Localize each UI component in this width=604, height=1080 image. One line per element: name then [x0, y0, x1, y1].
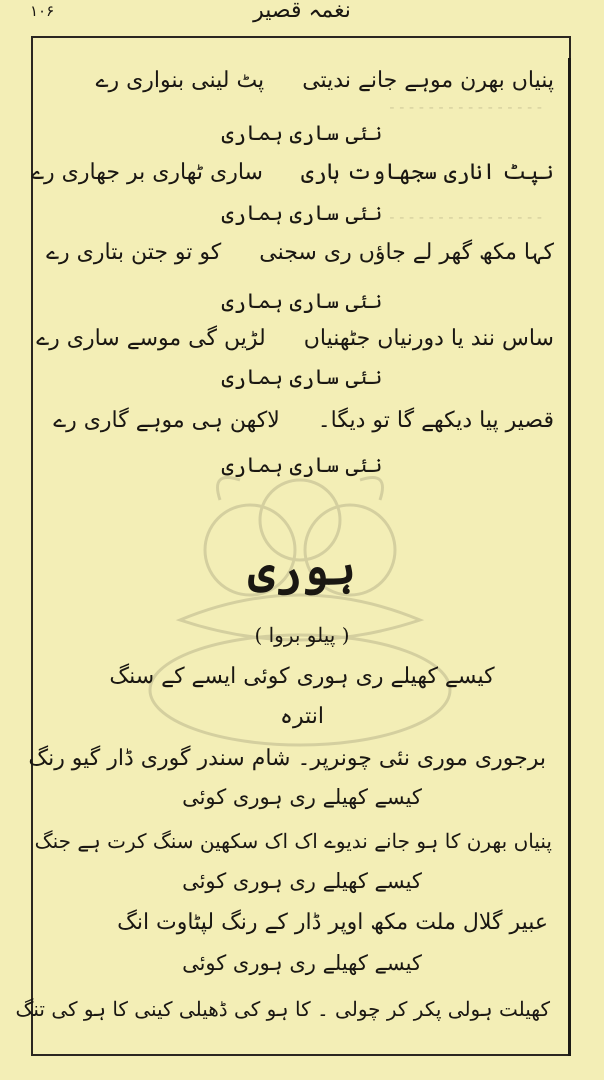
verse-line: پنیاں بھرن کا ہو جانے ندیوے اک اک سکھین سنگ کرت ہے جنگ — [34, 829, 552, 853]
verse-second-half: لاکھن ہی موہے گاری رے — [53, 408, 280, 433]
verse-second-half: کو تو جتن بتاری رے — [46, 240, 222, 265]
refrain-line: نئی ساری ہماری — [221, 453, 383, 477]
verse-second-half: ساری ٹھاری بر جھاری رے — [31, 160, 263, 185]
bleed-through-text: - - - - - - - - - - - - - - - - — [389, 208, 542, 226]
verse-line — [31, 158, 554, 188]
running-title: نغمہ قصیر — [253, 0, 351, 23]
verse-first-half: پنیاں بھرن موہے جانے ندیتی — [302, 68, 554, 93]
verse-second-half: پٹ لینی بنواری رے — [95, 68, 265, 93]
page-number: ۱۰۶ — [30, 2, 55, 20]
verse-line — [36, 324, 554, 354]
verse-first-half: کہا مکھ گھر لے جاؤں ری سجنی — [259, 240, 554, 265]
bleed-through-text: - - - - - - - - - - - - - - - - — [389, 98, 542, 116]
verse-second-half: لڑیں گی موسے ساری رے — [36, 326, 266, 351]
sthayi-line: کیسے کھیلے ری ہوری کوئی ایسے کے سنگ — [109, 664, 495, 689]
poem-title: ہوری — [248, 541, 356, 595]
refrain-line: نئی ساری ہماری — [221, 121, 383, 145]
verse-line — [50, 66, 554, 96]
refrain-line: نئی ساری ہماری — [221, 289, 383, 313]
verse-line — [50, 406, 554, 436]
antra-heading: انترہ — [280, 704, 324, 729]
verse-first-half: نپٹ اناری سجھاوت ہاری — [300, 160, 554, 185]
refrain-line: کیسے کھیلے ری ہوری کوئی — [182, 951, 422, 975]
raag-label: ( پیلو بروا ) — [254, 623, 350, 647]
verse-line — [46, 238, 554, 268]
verse-line: کھیلت ہولی پکر کر چولی ۔ کا ہو کی ڈھیلی کینی کا ہو کی تنگ — [15, 997, 550, 1021]
refrain-line: نئی ساری ہماری — [221, 365, 383, 389]
refrain-line: کیسے کھیلے ری ہوری کوئی — [182, 785, 422, 809]
verse-line: برجوری موری نئی چونرپر۔ شام سندر گوری ڈار گیو رنگ — [28, 746, 546, 771]
refrain-line: کیسے کھیلے ری ہوری کوئی — [182, 869, 422, 893]
verse-first-half: ساس نند یا دورنیاں جٹھنیاں — [303, 326, 554, 351]
refrain-line: نئی ساری ہماری — [221, 201, 383, 225]
verse-line: عبیر گلال ملت مکھ اوپر ڈار کے رنگ لپٹاوت انگ — [117, 910, 548, 935]
verse-first-half: قصیر پیا دیکھے گا تو دیگا۔ — [317, 408, 554, 433]
